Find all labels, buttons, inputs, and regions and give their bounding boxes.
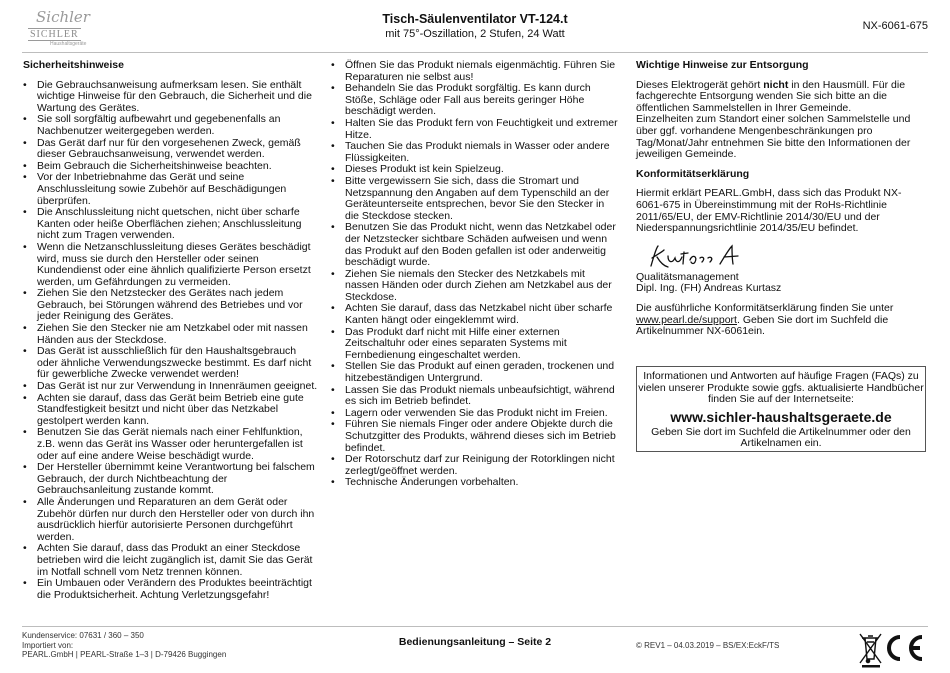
page-header [0, 0, 950, 52]
safety-item: • Technische Änderungen vorbehalten. [331, 477, 621, 489]
safety-item: • Alle Änderungen und Reparaturen an dem Gerät oder Zubehör dürfen nur durch den Hersteller oder von durch ihn ausdrücklich hierfür autorisierte Personen durchgeführt werden. [23, 497, 318, 543]
safety-item: • Halten Sie das Produkt fern von Feuchtigkeit und extremer Hitze. [331, 118, 621, 141]
safety-item: • Das Gerät ist nur zur Verwendung in Innenräumen geeignet. [23, 381, 318, 393]
safety-item: • Dieses Produkt ist kein Spielzeug. [331, 164, 621, 176]
safety-heading: Sicherheitshinweise [23, 59, 124, 71]
safety-item: • Das Gerät darf nur für den vorgesehenen Zweck, gemäß dieser Gebrauchsanweisung, verwendet werden. [23, 138, 318, 161]
conformity-text: Hiermit erklärt PEARL.GmbH, dass sich das Produkt NX-6061-675 in Übereinstimmung mit der RoHs-Richtlinie 2011/65/EU, der EMV-Richtlinie 2014/30/EU und der Niederspannungsrichtlinie 2014/35/EU befindet. [636, 187, 902, 235]
safety-item: • Wenn die Netzanschlussleitung dieses Gerätes beschädigt wird, muss sie durch den Hersteller oder seinen Kundendienst oder eine ähnlich qualifizierte Person ersetzt werden, um Gefährdungen zu vermeiden. [23, 242, 318, 288]
importer-address: PEARL.GmbH | PEARL-Straße 1–3 | D-79426 Buggingen [22, 650, 227, 660]
safety-item: • Das Gerät ist ausschließlich für den Haushaltsgebrauch oder ähnliche Verwendungszwecke bestimmt. Es darf nicht für gewerbliche Zwecke verwendet werden! [23, 346, 318, 381]
signature [636, 240, 926, 272]
safety-item: • Öffnen Sie das Produkt niemals eigenmächtig. Führen Sie Reparaturen nie selbst aus! [331, 60, 621, 83]
footer-contact [22, 631, 226, 660]
safety-item: • Stellen Sie das Produkt auf einen geraden, trockenen und hitzebeständigen Untergrund. [331, 361, 621, 384]
support-link[interactable]: www.pearl.de/support [636, 313, 737, 326]
disposal-heading: Wichtige Hinweise zur Entsorgung [636, 59, 809, 71]
qm-role: Qualitätsmanagement [636, 270, 739, 283]
disposal-paragraph [636, 80, 926, 115]
qm-name: Dipl. Ing. (FH) Andreas Kurtasz [636, 282, 782, 295]
faq-instructions: Geben Sie dort im Suchfeld die Artikelnummer oder den Artikelnamen ein. [651, 425, 911, 450]
faq-info-box [636, 366, 926, 452]
details-text-a: Die ausführliche Konformitätserklärung finden Sie unter [636, 301, 894, 314]
disposal-text-a: Dieses Elektrogerät gehört [636, 78, 764, 91]
footer-divider [22, 626, 928, 627]
logo-name: SICHLER [30, 29, 79, 40]
safety-item: • Tauchen Sie das Produkt niemals in Wasser oder andere Flüssigkeiten. [331, 141, 621, 164]
ce-mark-icon [889, 637, 922, 659]
safety-item: • Sie soll sorgfältig aufbewahrt und gegebenenfalls an Nachbenutzer weitergegeben werden. [23, 114, 318, 137]
compliance-marks [856, 628, 928, 668]
logo-script: Sichler [36, 8, 90, 26]
safety-item: • Bitte vergewissern Sie sich, dass die Stromart und Netzspannung den Angaben auf dem Typenschild an der Geräteunterseite entsprechen, bevor Sie den Stecker in die Steckdose stecken. [331, 176, 621, 222]
safety-item: • Der Rotorschutz darf zur Reinigung der Rotorklingen nicht zerlegt/geöffnet werden. [331, 454, 621, 477]
safety-item: • Führen Sie niemals Finger oder andere Objekte durch die Schutzgitter des Produkts, während dieses sich im Betrieb befindet. [331, 419, 621, 454]
safety-item: • Vor der Inbetriebnahme das Gerät und seine Anschlussleitung sowie Zubehör auf Beschädigungen überprüfen. [23, 172, 318, 207]
document-title: Tisch-Säulenventilator VT-124.t [382, 12, 568, 26]
conformity-details [636, 303, 926, 338]
conformity-heading: Konformitätserklärung [636, 167, 750, 180]
disposal-text-emphasis: nicht [763, 78, 789, 91]
safety-item: • Benutzen Sie das Gerät niemals nach einer Fehlfunktion, z.B. wenn das Gerät ins Wasser oder heruntergefallen ist oder auf eine andere Weise beschädigt wurde. [23, 427, 318, 462]
logo-subtitle: Haushaltsgeräte [50, 41, 87, 47]
safety-item: • Die Gebrauchsanweisung aufmerksam lesen. Sie enthält wichtige Hinweise für den Gebrauch, die Sicherheit und die Wartung des Gerätes. [23, 80, 318, 115]
safety-item: • Achten Sie darauf, dass das Produkt an einer Steckdose betrieben wird die leicht zugänglich ist, damit Sie das Gerät im Notfall schnell vom Netz trennen können. [23, 543, 318, 578]
safety-item: • Die Anschlussleitung nicht quetschen, nicht über scharfe Kanten oder heiße Oberflächen ziehen; Anschlussleitung nicht zum Tragen verwenden. [23, 207, 318, 242]
revision-info: © REV1 – 04.03.2019 – BS/EX:EckF/TS [636, 641, 780, 650]
signature-icon [648, 242, 758, 272]
safety-item: • Ein Umbauen oder Verändern des Produktes beeinträchtigt die Produktsicherheit. Achtung Verletzungsgefahr! [23, 578, 318, 601]
importer-label: Importiert von: [22, 640, 74, 650]
safety-item: • Beim Gebrauch die Sicherheitshinweise beachten. [23, 161, 318, 173]
safety-column-continued [331, 60, 621, 489]
safety-list [23, 80, 318, 602]
safety-item: • Behandeln Sie das Produkt sorgfältig. Es kann durch Stöße, Schläge oder Fall aus bereits geringer Höhe beschädigt werden. [331, 83, 621, 118]
safety-item: • Lagern oder verwenden Sie das Produkt nicht im Freien. [331, 408, 621, 420]
disposal-conformity-column [636, 60, 926, 338]
safety-list-continued [331, 60, 621, 489]
safety-column [23, 60, 318, 601]
disposal-text-c: in den Hausmüll. Für die fachgerechte Entsorgung wenden Sie sich bitte an die öffentlichen Sammelstellen in Ihrer Gemeinde. [636, 78, 906, 114]
faq-intro: Informationen und Antworten auf häufige Fragen (FAQs) zu vielen unserer Produkte sowie ggfs. aktualisierte Handbücher finden Sie auf der Internetseite: [638, 370, 924, 406]
safety-item: • Das Produkt darf nicht mit Hilfe einer externen Zeitschaltuhr oder eines separaten Systems mit Fernbedienung eingeschaltet werden. [331, 327, 621, 362]
document-subtitle: mit 75°-Oszillation, 2 Stufen, 24 Watt [385, 28, 565, 40]
safety-item: • Achten Sie darauf, dass das Netzkabel nicht über scharfe Kanten hängt oder eingeklemmt wird. [331, 303, 621, 326]
weee-bin-icon [860, 634, 881, 668]
safety-item: • Achten sie darauf, dass das Gerät beim Betrieb eine gute Standfestigkeit besitzt und nicht über das Netzkabel gestolpert werden kann. [23, 393, 318, 428]
sichler-logo [24, 8, 90, 47]
header-divider [22, 52, 928, 53]
safety-item: • Der Hersteller übernimmt keine Verantwortung bei falschem Gebrauch, der durch Nichtbeachtung der Gebrauchsanleitung zustande kommt. [23, 462, 318, 497]
product-code: NX-6061-675 [862, 20, 928, 32]
safety-item: • Ziehen Sie den Netzstecker des Gerätes nach jedem Gebrauch, bei Störungen während des Betriebes und vor jeder Reinigung des Gerätes. [23, 288, 318, 323]
customer-service: Kundenservice: 07631 / 360 – 350 [22, 631, 144, 640]
page-number: Bedienungsanleitung – Seite 2 [398, 636, 552, 648]
details-text-b: . Geben Sie dort im Suchfeld die Artikelnummer NX-6061ein. [636, 313, 889, 338]
safety-item: • Lassen Sie das Produkt niemals unbeaufsichtigt, während es sich im Betrieb befindet. [331, 385, 621, 408]
disposal-details: Einzelheiten zum Standort einer solchen Sammelstelle und über ggf. vorhandene Mengenbeschränkungen pro Tag/Monat/Jahr entnehmen Sie bitte den Informationen der jeweiligen Gemeinde. [636, 113, 911, 161]
safety-item: • Ziehen Sie den Stecker nie am Netzkabel oder mit nassen Händen aus der Steckdose. [23, 323, 318, 346]
safety-item: • Benutzen Sie das Produkt nicht, wenn das Netzkabel oder der Netzstecker sichtbare Schäden aufweisen und wenn das Produkt auf den Boden gefallen ist oder anderweitig beschädigt wurde. [331, 222, 621, 268]
safety-item: • Ziehen Sie niemals den Stecker des Netzkabels mit nassen Händen oder durch Ziehen am Netzkabel aus der Steckdose. [331, 269, 621, 304]
website-link[interactable]: www.sichler-haushaltsgeraete.de [670, 408, 892, 425]
